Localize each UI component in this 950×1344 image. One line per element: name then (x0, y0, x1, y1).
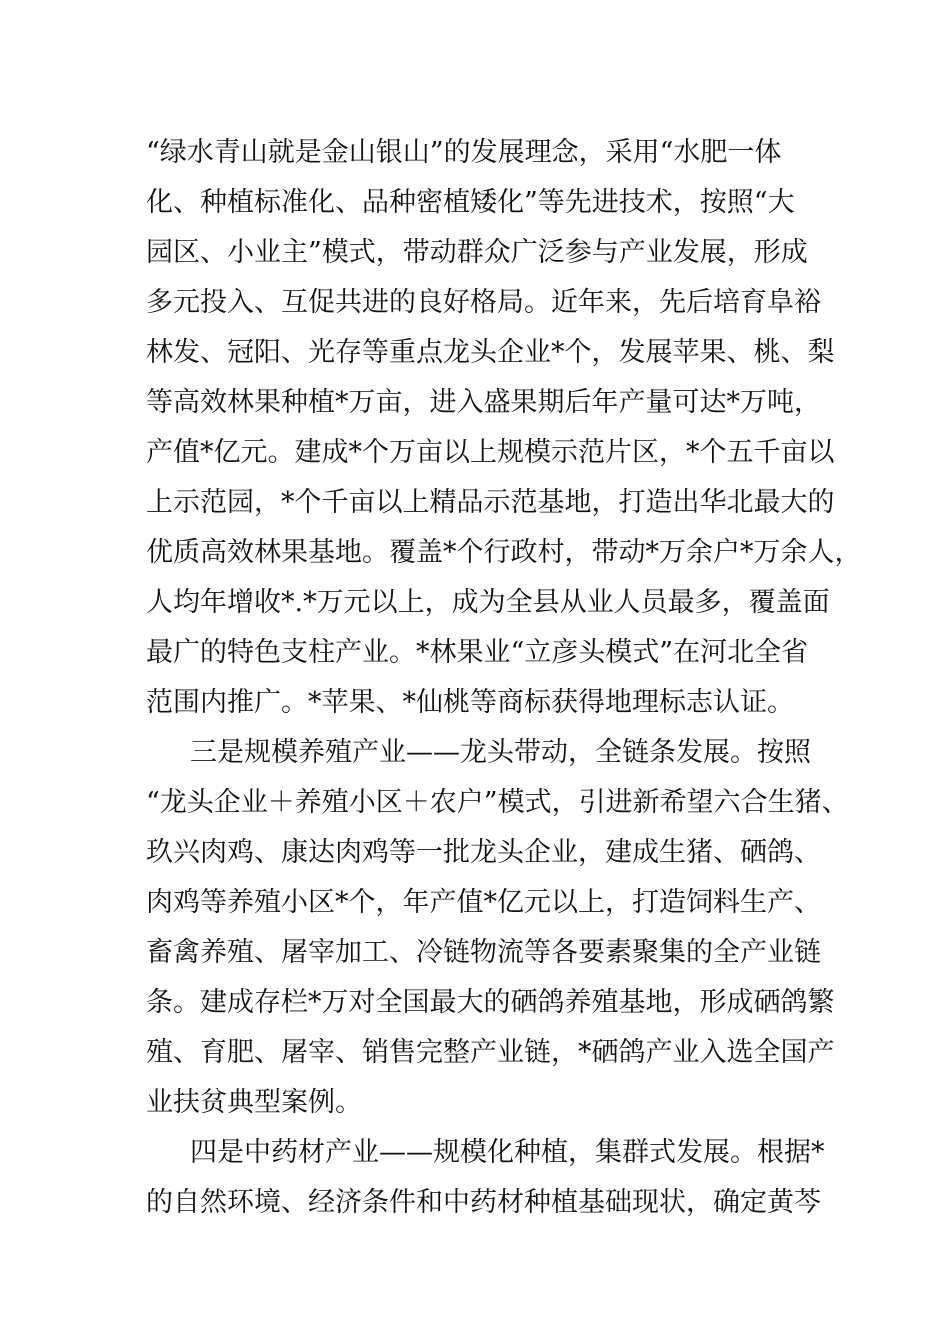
text-line-22: 的自然环境、经济条件和中药材种植基础现状，确定黄芩 (146, 1187, 821, 1218)
text-line-10: 人均年增收*.*万元以上，成为全县从业人员最多，覆盖面 (146, 587, 830, 618)
text-line-8: 上示范园，*个千亩以上精品示范基地，打造出华北最大的 (146, 487, 835, 518)
text-line-12: 范围内推广。*苹果、*仙桃等商标获得地理标志认证。 (146, 687, 794, 718)
text-line-4: 多元投入、互促共进的良好格局。近年来，先后培育阜裕 (146, 287, 821, 318)
paragraph-start-line-13: 三是规模养殖产业——龙头带动，全链条发展。按照 (190, 737, 811, 768)
text-line-14: “龙头企业＋养殖小区＋农户”模式，引进新希望六合生猪、 (146, 787, 849, 818)
text-line-5: 林发、冠阳、光存等重点龙头企业*个，发展苹果、桃、梨 (146, 337, 835, 368)
text-line-9: 优质高效林果基地。覆盖*个行政村，带动*万余户*万余人， (146, 537, 862, 568)
paragraph-start-line-21: 四是中药材产业——规模化种植，集群式发展。根据* (190, 1137, 825, 1168)
text-line-16: 肉鸡等养殖小区*个，年产值*亿元以上，打造饲料生产、 (146, 887, 821, 918)
text-line-15: 玖兴肉鸡、康达肉鸡等一批龙头企业，建成生猪、硒鸽、 (146, 837, 821, 868)
text-line-11: 最广的特色支柱产业。*林果业“立彦头模式”在河北全省 (146, 637, 809, 668)
text-line-6: 等高效林果种植*万亩，进入盛果期后年产量可达*万吨， (146, 387, 821, 418)
text-line-19: 殖、育肥、屠宰、销售完整产业链，*硒鸽产业入选全国产 (146, 1037, 835, 1068)
text-line-7: 产值*亿元。建成*个万亩以上规模示范片区，*个五千亩以 (146, 437, 835, 468)
text-line-20: 业扶贫典型案例。 (146, 1087, 362, 1118)
text-line-18: 条。建成存栏*万对全国最大的硒鸽养殖基地，形成硒鸽繁 (146, 987, 835, 1018)
text-line-3: 园区、小业主”模式，带动群众广泛参与产业发展，形成 (146, 237, 808, 268)
text-line-1: “绿水青山就是金山银山”的发展理念，采用“水肥一体 (146, 137, 782, 168)
text-line-2: 化、种植标准化、品种密植矮化”等先进技术，按照“大 (146, 187, 795, 218)
text-line-17: 畜禽养殖、屠宰加工、冷链物流等各要素聚集的全产业链 (146, 937, 821, 968)
document-page (146, 128, 862, 1228)
